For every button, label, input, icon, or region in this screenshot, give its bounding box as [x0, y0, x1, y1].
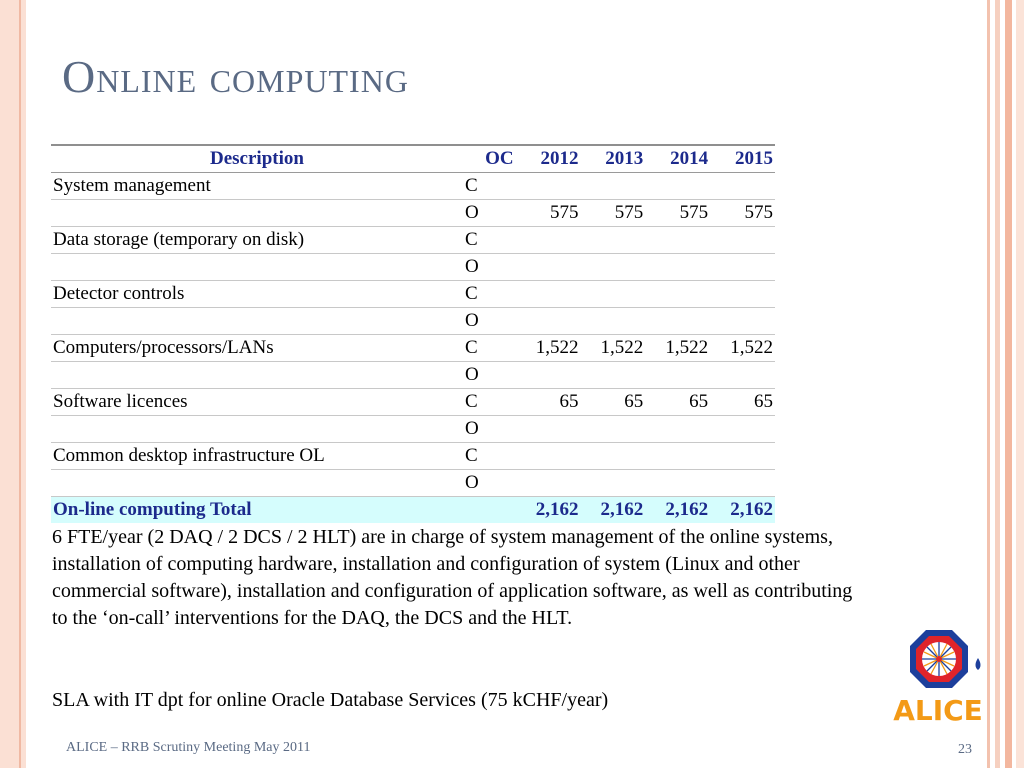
cell-description — [51, 470, 463, 497]
cell-2014 — [645, 470, 710, 497]
cell-2012 — [516, 416, 581, 443]
cell-description: Detector controls — [53, 283, 185, 304]
header-2015: 2015 — [735, 148, 773, 169]
left-decoration — [0, 0, 26, 768]
cell-description — [51, 308, 463, 335]
cell-oc: C — [464, 229, 478, 250]
cell-oc: O — [464, 364, 479, 385]
cell-2012: 65 — [559, 391, 579, 412]
cell-2014 — [645, 308, 710, 335]
cell-2015 — [710, 281, 775, 308]
cell-oc: O — [464, 310, 479, 331]
cell-oc: C — [464, 391, 478, 412]
cell-2015 — [710, 362, 775, 389]
cell-2012 — [516, 281, 581, 308]
table-row — [51, 443, 775, 470]
cell-2015: 65 — [754, 391, 773, 412]
cell-2014: 65 — [689, 391, 709, 412]
table-row — [51, 335, 775, 362]
total-cell-description: On-line computing Total — [53, 499, 252, 520]
alice-logo-emblem-icon — [886, 628, 992, 698]
cell-description: Software licences — [53, 391, 188, 412]
cell-2012 — [516, 443, 581, 470]
cell-2015 — [710, 308, 775, 335]
alice-logo — [886, 628, 992, 728]
cell-oc: O — [464, 256, 479, 277]
table-row — [51, 281, 775, 308]
cell-description: Computers/processors/LANs — [53, 337, 274, 358]
cell-2013: 1,522 — [600, 337, 644, 358]
cell-2012 — [516, 308, 581, 335]
cell-oc: C — [464, 445, 478, 466]
cell-2015: 1,522 — [730, 337, 773, 358]
table-row — [51, 254, 775, 281]
page-number: 23 — [958, 742, 972, 757]
header-2013: 2013 — [605, 148, 644, 169]
table-row — [51, 362, 775, 389]
cell-description — [51, 200, 463, 227]
cell-oc: C — [464, 337, 478, 358]
cell-2013 — [580, 443, 645, 470]
table-header-row — [51, 145, 775, 173]
table-row — [51, 308, 775, 335]
alice-logo-text: ALICE — [893, 694, 983, 727]
cell-2012 — [516, 173, 581, 200]
cell-2015 — [710, 416, 775, 443]
total-cell-2015: 2,162 — [730, 499, 773, 520]
cell-2015 — [710, 254, 775, 281]
cell-2013 — [580, 470, 645, 497]
table-row — [51, 470, 775, 497]
header-oc: OC — [485, 148, 514, 169]
cell-description: System management — [53, 175, 211, 196]
sla-paragraph: SLA with IT dpt for online Oracle Database Services (75 kCHF/year) — [52, 689, 609, 711]
cell-2014 — [645, 281, 710, 308]
footer-text: ALICE – RRB Scrutiny Meeting May 2011 — [66, 740, 311, 755]
cell-2012 — [516, 227, 581, 254]
cell-2014 — [645, 227, 710, 254]
cell-2012 — [516, 470, 581, 497]
cell-2013 — [580, 254, 645, 281]
header-description: Description — [210, 148, 304, 169]
cell-2014 — [645, 362, 710, 389]
cell-2012: 575 — [549, 202, 579, 223]
cell-2013 — [580, 227, 645, 254]
table-row — [51, 173, 775, 200]
table-row — [51, 200, 775, 227]
table-total-row — [51, 497, 775, 524]
body-paragraph: 6 FTE/year (2 DAQ / 2 DCS / 2 HLT) are in charge of system management of the online systems, installation of computing hardware, installation and configuration of system (Linux and other commercial software), installation and configuration of application software, as well as contributing to the ‘on-call’ interventions for the DAQ, the DCS and the HLT. — [52, 526, 853, 629]
cell-2014 — [645, 416, 710, 443]
cell-2014: 1,522 — [665, 337, 709, 358]
cell-2013 — [580, 281, 645, 308]
table-row — [51, 416, 775, 443]
cell-2015 — [710, 470, 775, 497]
total-cell-2012: 2,162 — [535, 499, 579, 520]
cell-2014 — [645, 173, 710, 200]
total-cell-2014: 2,162 — [665, 499, 709, 520]
cell-2015 — [710, 173, 775, 200]
header-2014: 2014 — [670, 148, 709, 169]
cell-oc: O — [464, 202, 479, 223]
table-row — [51, 389, 775, 416]
cell-2012 — [516, 362, 581, 389]
cell-2015 — [710, 443, 775, 470]
cell-oc: O — [464, 418, 479, 439]
cell-2012 — [516, 254, 581, 281]
table-row — [51, 227, 775, 254]
cell-2014 — [645, 443, 710, 470]
cell-2014: 575 — [679, 202, 709, 223]
cell-2013 — [580, 362, 645, 389]
cell-2014 — [645, 254, 710, 281]
total-cell-2013: 2,162 — [600, 499, 644, 520]
cell-2012: 1,522 — [535, 337, 579, 358]
cell-2013 — [580, 416, 645, 443]
cell-description — [51, 362, 463, 389]
header-2012: 2012 — [540, 148, 579, 169]
cell-description — [51, 254, 463, 281]
cell-description: Data storage (temporary on disk) — [53, 229, 305, 250]
cell-oc: O — [464, 472, 479, 493]
total-cell-oc — [463, 497, 516, 524]
cell-oc: C — [464, 283, 478, 304]
slide-title: Online computing — [62, 51, 409, 102]
cell-description — [51, 416, 463, 443]
cell-2015 — [710, 227, 775, 254]
cell-oc: C — [464, 175, 478, 196]
cell-2013: 65 — [624, 391, 644, 412]
cell-2013 — [580, 173, 645, 200]
cell-2015: 575 — [744, 202, 773, 223]
cell-description: Common desktop infrastructure OL — [53, 445, 325, 466]
cell-2013 — [580, 308, 645, 335]
cell-2013: 575 — [614, 202, 644, 223]
online-computing-table — [51, 144, 775, 523]
